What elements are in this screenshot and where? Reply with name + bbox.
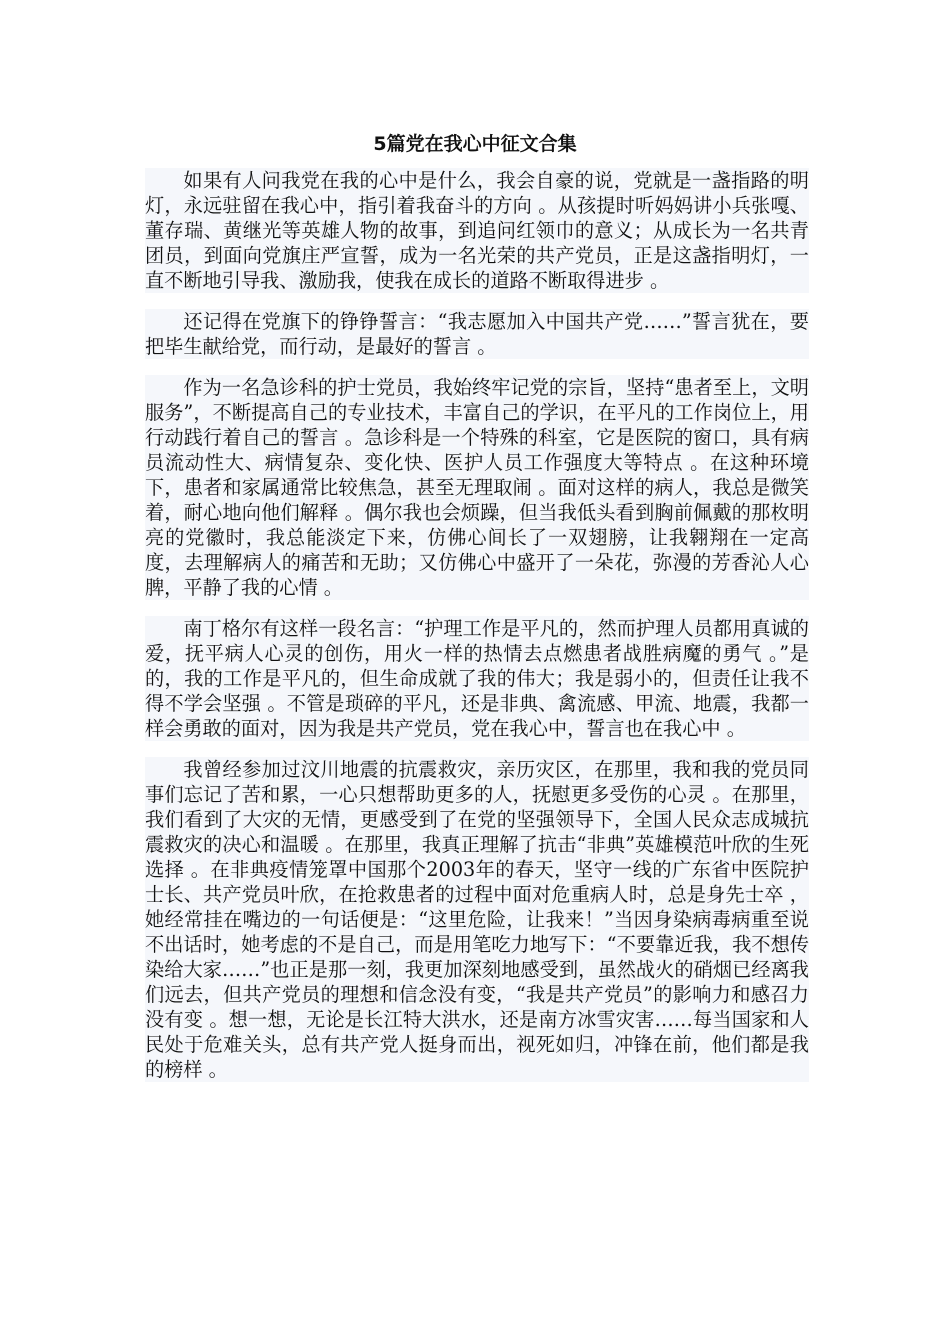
paragraph-1: 如果有人问我党在我的心中是什么，我会自豪的说，党就是一盏指路的明灯，永远驻留在我心中，指引着我奋斗的方向 。从孩提时听妈妈讲小兵张嘎、董存瑞、黄继光等英雄人物的故事，到追问红领巾的意义；从成长为一名共青团员，到面向党旗庄严宣誓，成为一名光荣的共产党员，正是这盏指明灯，一直不断地引导我、激励我，使我在成长的道路不断取得进步 。 — [145, 169, 809, 292]
paragraph-2: 还记得在党旗下的铮铮誓言：“我志愿加入中国共产党……”誓言犹在，要把毕生献给党，而行动，是最好的誓言 。 — [145, 310, 809, 358]
paragraph-5: 我曾经参加过汶川地震的抗震救灾，亲历灾区，在那里，我和我的党员同事们忘记了苦和累，一心只想帮助更多的人，抚慰更多受伤的心灵 。在那里，我们看到了大灾的无情，更感受到了在党的坚强领导下，全国人民众志成城抗震救灾的决心和温暖 。在那里，我真正理解了抗击“非典”英雄模范叶欣的生死选择 。在非典疫情笼罩中国那个2003年的春天，坚守一线的广东省中医院护士长、共产党员叶欣，在抢救患者的过程中面对危重病人时，总是身先士卒 ，她经常挂在嘴边的一句话便是：“这里危险，让我来！”当因身染病毒病重至说不出话时，她考虑的不是自己，而是用笔吃力地写下：“不要靠近我，我不想传染给大家……”也正是那一刻，我更加深刻地感受到，虽然战火的硝烟已经离我们远去，但共产党员的理想和信念没有变，“我是共产党员”的影响力和感召力没有变 。想一想，无论是长江特大洪水，还是南方冰雪灾害……每当国家和人民处于危难关头，总有共产党人挺身而出，视死如归，冲锋在前，他们都是我的榜样 。 — [145, 758, 809, 1081]
document-body — [145, 168, 809, 1098]
paragraph-3: 作为一名急诊科的护士党员，我始终牢记党的宗旨，坚持“患者至上，文明服务”，不断提高自己的专业技术，丰富自己的学识，在平凡的工作岗位上，用行动践行着自己的誓言 。急诊科是一个特殊的科室，它是医院的窗口，具有病员流动性大、病情复杂、变化快、医护人员工作强度大等特点 。在这种环境下，患者和家属通常比较焦急，甚至无理取闹 。面对这样的病人，我总是微笑着，耐心地向他们解释 。偶尔我也会烦躁，但当我低头看到胸前佩戴的那枚明亮的党徽时，我总能淡定下来，仿佛心间长了一双翅膀，让我翱翔在一定高度，去理解病人的痛苦和无助；又仿佛心中盛开了一朵花，弥漫的芳香沁人心脾，平静了我的心情 。 — [145, 376, 809, 599]
document-title: 5篇党在我心中征文合集 — [373, 133, 577, 155]
paragraph-4: 南丁格尔有这样一段名言：“护理工作是平凡的，然而护理人员都用真诚的爱，抚平病人心灵的创伤，用火一样的热情去点燃患者战胜病魔的勇气 。”是的，我的工作是平凡的，但生命成就了我的伟大；我是弱小的，但责任让我不得不学会坚强 。不管是琐碎的平凡，还是非典、禽流感、甲流、地震，我都一样会勇敢的面对，因为我是共产党员，党在我心中，誓言也在我心中 。 — [145, 617, 809, 740]
